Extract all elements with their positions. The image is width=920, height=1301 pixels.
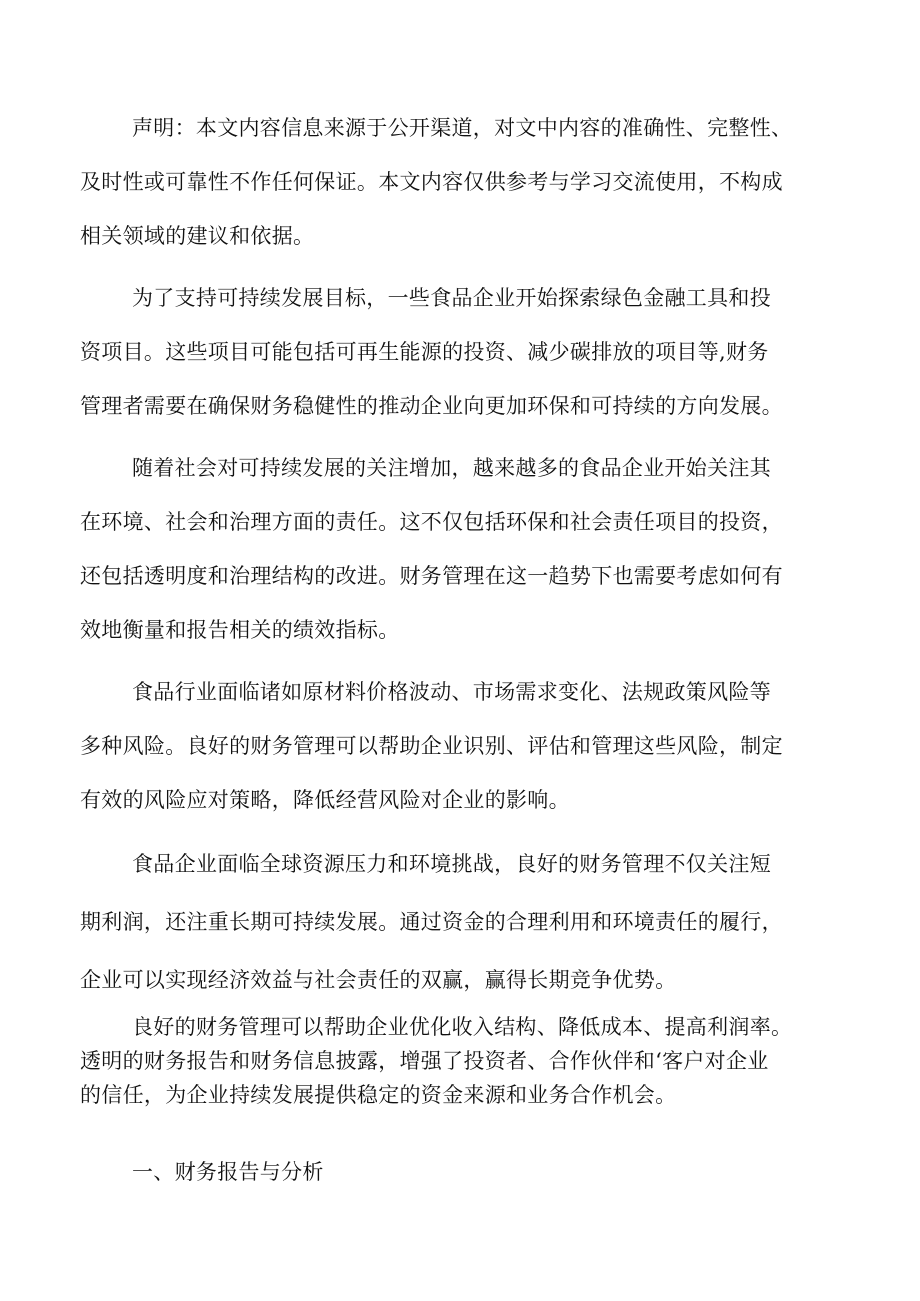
text-line: 食品行业面临诸如原材料价格波动、市场需求变化、法规政策风险等 xyxy=(132,680,771,704)
text-line: 有效的风险应对策略，降低经营风险对企业的影响。 xyxy=(80,788,570,812)
disclaimer-paragraph xyxy=(80,101,840,263)
text-line: 及时性或可靠性不作任何保证。本文内容仅供参考与学习交流使用，不构成 xyxy=(80,170,783,194)
body-paragraph xyxy=(80,271,840,433)
text-line: 管理者需要在确保财务稳健性的推动企业向更加环保和可持续的方向发展。 xyxy=(80,394,783,418)
text-line: 食品企业面临全球资源压力和环境挑战，良好的财务管理不仅关注短 xyxy=(132,852,771,876)
heading-text: 一、财务报告与分析 xyxy=(132,1160,324,1184)
text-line: 多种风险。良好的财务管理可以帮助企业识别、评估和管理这些风险，制定 xyxy=(80,734,783,758)
text-line: 相关领域的建议和依据。 xyxy=(80,224,315,248)
text-line: 透明的财务报告和财务信息披露，增强了投资者、合作伙伴和‘客户对企业 xyxy=(80,1049,769,1073)
text-line: 在环境、社会和治理方面的责任。这不仅包括环保和社会责任项目的投资， xyxy=(80,510,783,534)
text-line: 效地衡量和报告相关的绩效指标。 xyxy=(80,618,400,642)
text-line: 企业可以实现经济效益与社会责任的双赢，赢得长期竞争优势。 xyxy=(80,968,677,992)
text-line: 随着社会对可持续发展的关注增加，越来越多的食品企业开始关注其 xyxy=(132,456,771,480)
text-line: 还包括透明度和治理结构的改进。财务管理在这一趋势下也需要考虑如何有 xyxy=(80,564,783,588)
text-line: 资项目。这些项目可能包括可再生能源的投资、减少碳排放的项目等,财务 xyxy=(80,340,769,364)
body-paragraph xyxy=(80,665,840,827)
text-line: 良好的财务管理可以帮助企业优化收入结构、降低成本、提高利润率。 xyxy=(132,1015,793,1039)
section-heading xyxy=(80,1145,840,1199)
body-paragraph xyxy=(80,835,840,1009)
text-line: 的信任，为企业持续发展提供稳定的资金来源和业务合作机会。 xyxy=(80,1083,677,1107)
body-paragraph xyxy=(80,1010,840,1112)
text-line: 为了支持可持续发展目标，一些食品企业开始探索绿色金融工具和投 xyxy=(132,286,771,310)
text-line: 期利润，还注重长期可持续发展。通过资金的合理利用和环境责任的履行， xyxy=(80,910,783,934)
text-line: 声明：本文内容信息来源于公开渠道，对文中内容的准确性、完整性、 xyxy=(132,116,793,140)
body-paragraph xyxy=(80,441,840,657)
